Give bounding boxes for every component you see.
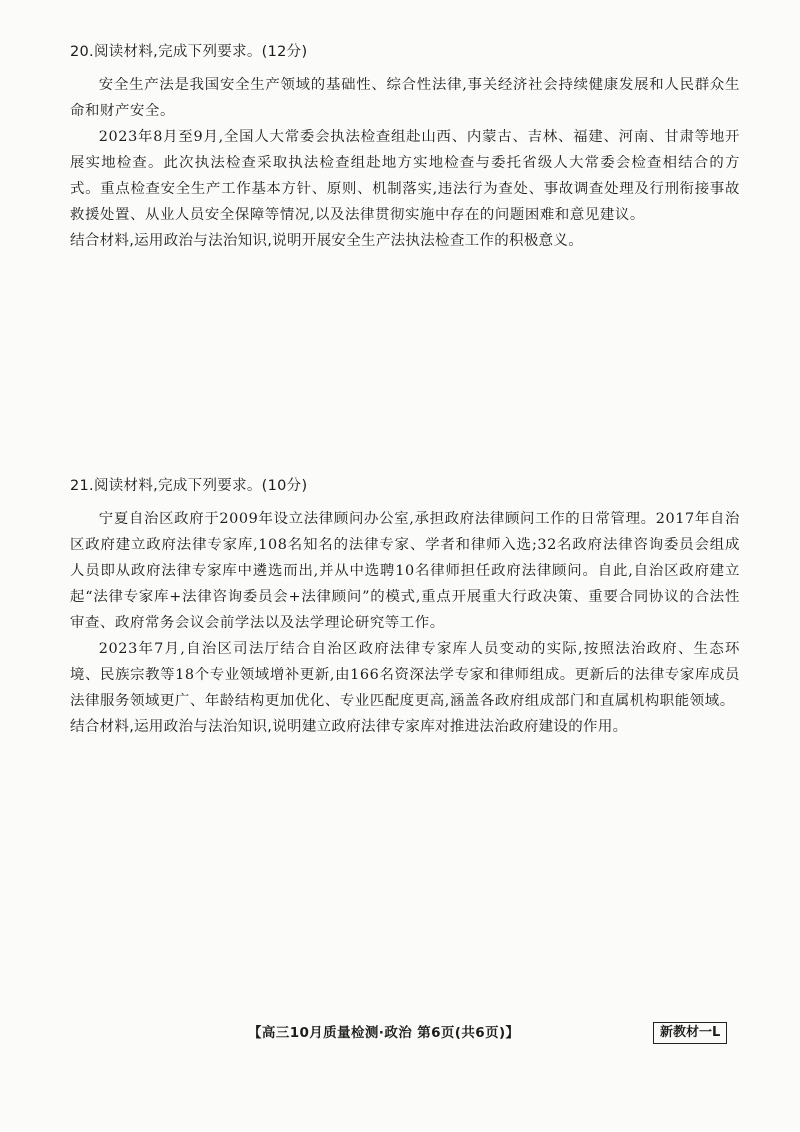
footer-edition-tag: 新教材一L xyxy=(653,1022,727,1044)
question-title: 21.阅读材料,完成下列要求。(10分) xyxy=(70,478,308,494)
material-paragraph: 2023年7月,自治区司法厅结合自治区政府法律专家库人员变动的实际,按照法治政府、生态环境、民族宗教等18个专业领域增补更新,由166名资深法学专家和律师组成。更新后的法律专家库成员法律服务领域更广、年龄结构更加优化、专业匹配度更高,涵盖各政府组成部门和直属机构职能领域。 xyxy=(70,641,740,709)
question-prompt: 结合材料,运用政治与法治知识,说明开展安全生产法执法检查工作的积极意义。 xyxy=(70,233,584,249)
footer-exam-info: 【高三10月质量检测·政治 第6页(共6页)】 xyxy=(248,1025,520,1041)
material-paragraph: 2023年8月至9月,全国人大常委会执法检查组赴山西、内蒙古、吉林、福建、河南、甘肃等地开展实地检查。此次执法检查采取执法检查组赴地方实地检查与委托省级人大常委会检查相结合的方式。重点检查安全生产工作基本方针、原则、机制落实,违法行为查处、事故调查处理及行刑衔接事故救援处置、从业人员安全保障等情况,以及法律贯彻实施中存在的问题困难和意见建议。 xyxy=(70,129,740,223)
material-paragraph: 安全生产法是我国安全生产领域的基础性、综合性法律,事关经济社会持续健康发展和人民群众生命和财产安全。 xyxy=(70,77,740,119)
question-title: 20.阅读材料,完成下列要求。(12分) xyxy=(70,44,308,60)
question-prompt: 结合材料,运用政治与法治知识,说明建立政府法律专家库对推进法治政府建设的作用。 xyxy=(70,719,628,735)
question-20 xyxy=(70,42,740,254)
material-paragraph: 宁夏自治区政府于2009年设立法律顾问办公室,承担政府法律顾问工作的日常管理。2017年自治区政府建立政府法律专家库,108名知名的法律专家、学者和律师入选;32名政府法律咨询委员会组成人员即从政府法律专家库中遴选而出,并从中选聘10名律师担任政府法律顾问。自此,自治区政府建立起“法律专家库+法律咨询委员会+法律顾问”的模式,重点开展重大行政决策、重要合同协议的合法性审查、政府常务会议会前学法以及法学理论研究等工作。 xyxy=(70,511,740,631)
page-footer xyxy=(0,1022,800,1046)
question-21 xyxy=(70,476,740,740)
